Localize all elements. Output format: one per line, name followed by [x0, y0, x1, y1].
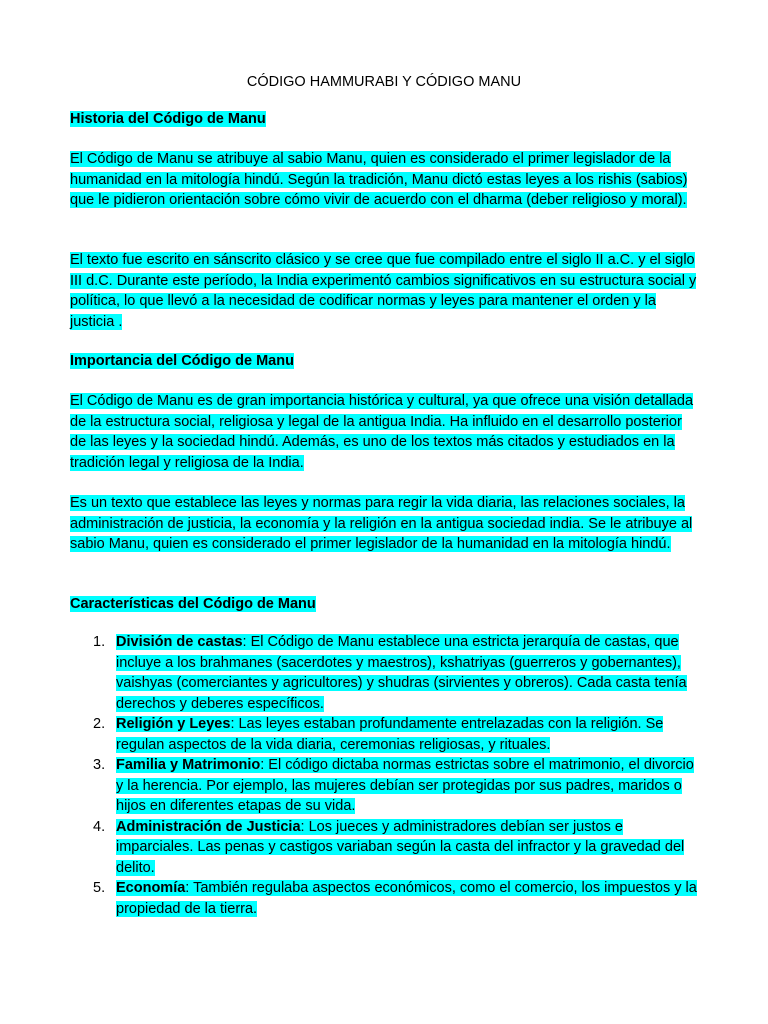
list-item-text: : Los jueces y administradores debían ser justos e imparciales. Las penas y castigos variaban según la casta del infractor y la gravedad del delito. [116, 818, 685, 876]
heading-caracteristicas: Características del Código de Manu [70, 596, 316, 612]
list-item: 3. Familia y Matrimonio: El código dictaba normas estrictas sobre el matrimonio, el divorcio y la herencia. Por ejemplo, las mujeres debían ser protegidas por sus padres, maridos o hijos en diferentes etapas de su vida. [93, 757, 694, 814]
list-item-term: Economía [116, 880, 186, 896]
list-item-term: Religión y Leyes [116, 716, 231, 732]
paragraph-historia-2: El texto fue escrito en sánscrito clásico y se cree que fue compilado entre el siglo II a.C. y el siglo III d.C. Durante este período, la India experimentó cambios significativos en su estructura social y política, lo que llevó a la necesidad de codificar normas y leyes para mantener el orden y la justicia . [70, 252, 697, 330]
paragraph-importancia-1: El Código de Manu es de gran importancia histórica y cultural, ya que ofrece una visión detallada de la estructura social, religiosa y legal de la antigua India. Ha influido en el desarrollo posterior de las leyes y la sociedad hindú. Además, es uno de los textos más citados y estudiados en la tradición legal y religiosa de la India. [70, 393, 694, 471]
list-item: 5. Economía: También regulaba aspectos económicos, como el comercio, los impuestos y la propiedad de la tierra. [93, 880, 697, 917]
characteristics-list [70, 632, 700, 919]
list-item-text: : El código dictaba normas estrictas sobre el matrimonio, el divorcio y la herencia. Por ejemplo, las mujeres debían ser protegidas por sus padres, maridos o hijos en diferentes etapas de su vida. [116, 757, 694, 814]
list-item-text: : Las leyes estaban profundamente entrelazadas con la religión. Se regulan aspectos de la vida diaria, ceremonias religiosas, y rituales. [116, 716, 664, 753]
heading-historia: Historia del Código de Manu [70, 111, 266, 127]
list-item-term: Administración de Justicia [116, 818, 301, 835]
list-item-text: : También regulaba aspectos económicos, como el comercio, los impuestos y la propiedad de la tierra. [116, 880, 697, 917]
list-item: 1. División de castas: El Código de Manu establece una estricta jerarquía de castas, que incluye a los brahmanes (sacerdotes y maestros), kshatriyas (guerreros y gobernantes), vaishyas (comerciantes y agricultores) y shudras (sirvientes y obreros). Cada casta tenía derechos y deberes específicos. [93, 634, 687, 712]
paragraph-importancia-2: Es un texto que establece las leyes y normas para regir la vida diaria, las relaciones sociales, la administración de justicia, la economía y la religión en la antigua sociedad india. Se le atribuye al sabio Manu, quien es considerado el primer legislador de la humanidad en la mitología hindú. [70, 495, 693, 552]
list-item-term: Familia y Matrimonio [116, 757, 261, 773]
list-item-term: División de castas [116, 634, 243, 650]
document-title: CÓDIGO HAMMURABI Y CÓDIGO MANU [246, 74, 522, 90]
list-item: 2. Religión y Leyes: Las leyes estaban profundamente entrelazadas con la religión. Se regulan aspectos de la vida diaria, ceremonias religiosas, y rituales. [93, 716, 664, 753]
paragraph-historia-1: El Código de Manu se atribuye al sabio Manu, quien es considerado el primer legislador de la humanidad en la mitología hindú. Según la tradición, Manu dictó estas leyes a los rishis (sabios) que le pidieron orientación sobre cómo vivir de acuerdo con el dharma (deber religioso y moral). [70, 151, 688, 208]
list-item: 4. Administración de Justicia: Los jueces y administradores debían ser justos e imparciales. Las penas y castigos variaban según la casta del infractor y la gravedad del delito. [93, 818, 685, 876]
heading-importancia: Importancia del Código de Manu [70, 353, 294, 369]
list-item-text: : El Código de Manu establece una estricta jerarquía de castas, que incluye a los brahmanes (sacerdotes y maestros), kshatriyas (guerreros y gobernantes), vaishyas (comerciantes y agricultores) y shudras (sirvientes y obreros). Cada casta tenía derechos y deberes específicos. [116, 634, 687, 712]
